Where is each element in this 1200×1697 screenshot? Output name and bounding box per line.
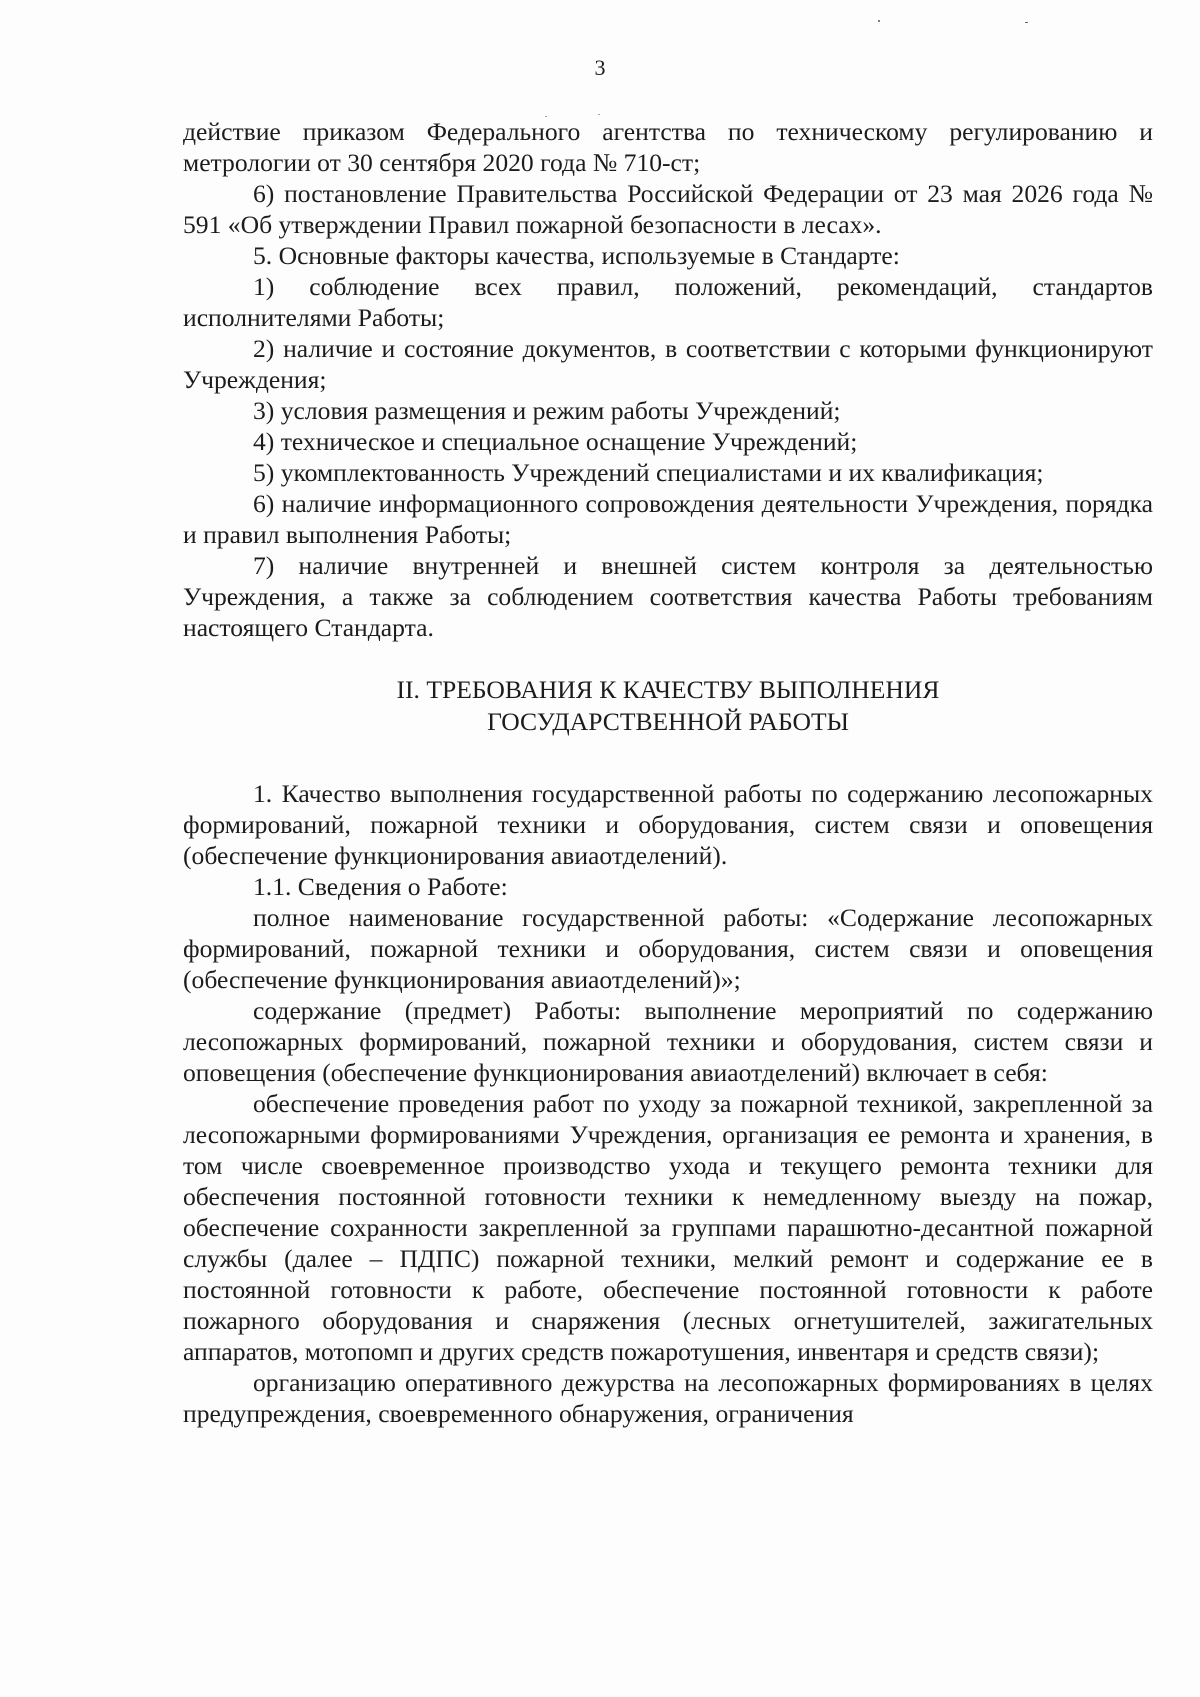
list-item: 5) укомплектованность Учреждений специалистами и их квалификация; [253, 458, 1044, 487]
scan-speck [878, 20, 880, 22]
scan-speck [1025, 22, 1028, 23]
paragraph: 5. Основные факторы качества, используемые в Стандарте: [253, 241, 900, 270]
section-heading-line: II. ТРЕБОВАНИЯ К КАЧЕСТВУ ВЫПОЛНЕНИЯ [396, 675, 940, 704]
paragraph: организацию оперативного дежурства на лесопожарных формированиях в целях предупреждения, своевременного обнаружения, ограничения [183, 1368, 1153, 1428]
section-heading-line: ГОСУДАРСТВЕННОЙ РАБОТЫ [487, 707, 849, 736]
paragraph: 1.1. Сведения о Работе: [253, 872, 508, 901]
section-heading [183, 674, 1153, 738]
list-item: 2) наличие и состояние документов, в соответствии с которыми функционируют Учреждения; [183, 334, 1153, 394]
list-item: 6) наличие информационного сопровождения деятельности Учреждения, порядка и правил выполнения Работы; [183, 489, 1153, 549]
list-item: 1) соблюдение всех правил, положений, рекомендаций, стандартов исполнителями Работы; [183, 272, 1153, 332]
scan-speck [598, 114, 600, 115]
paragraph: полное наименование государственной работы: «Содержание лесопожарных формирований, пожарной техники и оборудования, систем связи и оповещения (обеспечение функционирования авиаотделений)»; [183, 903, 1153, 994]
list-item: 4) техническое и специальное оснащение Учреждений; [253, 427, 858, 456]
paragraph: содержание (предмет) Работы: выполнение мероприятий по содержанию лесопожарных формирований, пожарной техники и оборудования, систем связи и оповещения (обеспечение функционирования авиаотделений) включает в себя: [183, 996, 1153, 1087]
paragraph: 6) постановление Правительства Российской Федерации от 23 мая 2026 года № 591 «Об утверждении Правил пожарной безопасности в лесах». [183, 179, 1153, 239]
paragraph: действие приказом Федерального агентства по техническому регулированию и метрологии от 30 сентября 2020 года № 710-ст; [183, 117, 1153, 177]
paragraph: 1. Качество выполнения государственной работы по содержанию лесопожарных формирований, пожарной техники и оборудования, систем связи и оповещения (обеспечение функционирования авиаотделений). [183, 779, 1153, 870]
paragraph: обеспечение проведения работ по уходу за пожарной техникой, закрепленной за лесопожарными формированиями Учреждения, организация ее ремонта и хранения, в том числе своевременное производство ухода и текущего ремонта техники для обеспечения постоянной готовности техники к немедленному выезду на пожар, обеспечение сохранности закрепленной за группами парашютно-десантной пожарной службы (далее – ПДПС) пожарной техники, мелкий ремонт и содержание ее в постоянной готовности к работе, обеспечение постоянной готовности к работе пожарного оборудования и снаряжения (лесных огнетушителей, зажигательных аппаратов, мотопомп и других средств пожаротушения, инвентаря и средств связи); [183, 1089, 1153, 1366]
page-number: 3 [594, 55, 606, 80]
list-item: 3) условия размещения и режим работы Учреждений; [253, 396, 841, 425]
document-body [183, 116, 1153, 1429]
list-item: 7) наличие внутренней и внешней систем контроля за деятельностью Учреждения, а также за соблюдением соответствия качества Работы требованиям настоящего Стандарта. [183, 551, 1153, 642]
